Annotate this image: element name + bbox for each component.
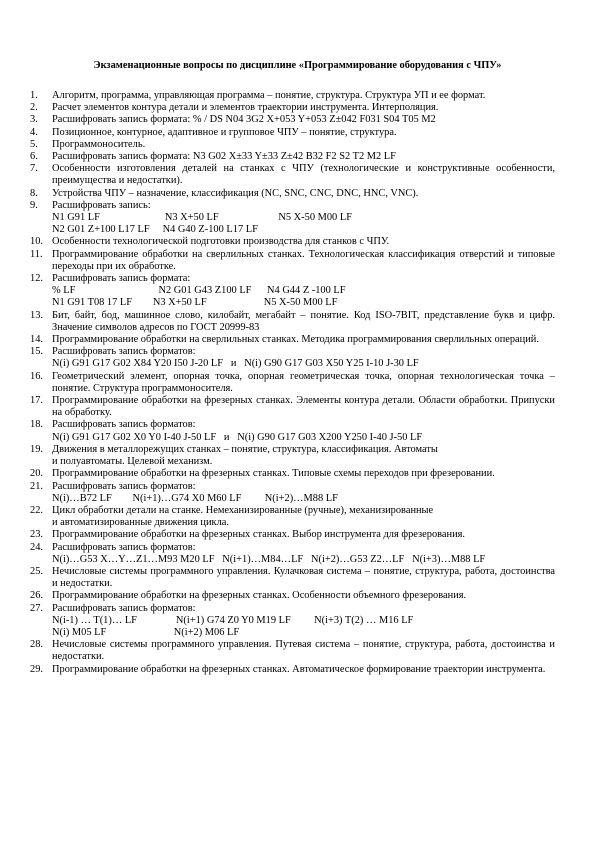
question-number: 27. bbox=[30, 602, 43, 614]
question-text bbox=[52, 114, 555, 126]
question-number: 14. bbox=[30, 334, 43, 346]
question-text bbox=[52, 334, 555, 346]
question-number: 24. bbox=[30, 541, 43, 553]
question-number: 25. bbox=[30, 565, 43, 577]
question-text bbox=[52, 566, 555, 590]
question-line: % LF N2 G01 G43 Z100 LF N4 G44 Z -100 LF bbox=[52, 285, 346, 297]
question-line: Расшифровать запись: bbox=[52, 199, 151, 211]
question-item bbox=[30, 151, 555, 163]
question-text bbox=[52, 90, 555, 102]
question-item bbox=[30, 371, 555, 395]
question-text bbox=[52, 273, 555, 310]
question-item bbox=[30, 542, 555, 566]
question-line: N(i) G91 G17 G02 X84 Y20 I50 J-20 LF и N(i) G90 G17 G03 X50 Y25 I-10 J-30 LF bbox=[52, 358, 419, 370]
question-text bbox=[52, 529, 555, 541]
question-item bbox=[30, 200, 555, 237]
question-text bbox=[52, 419, 555, 443]
question-line: N(i-1) … T(1)… LF N(i+1) G74 Z0 Y0 M19 LF N(i+3) T(2) … M16 LF bbox=[52, 614, 414, 626]
question-item bbox=[30, 566, 555, 590]
question-text bbox=[52, 236, 555, 248]
question-item bbox=[30, 419, 555, 443]
question-line: Цикл обработки детали на станке. Немеханизированные (ручные), механизированные bbox=[52, 504, 434, 516]
question-line: и автоматизированные движения цикла. bbox=[52, 517, 229, 529]
question-item bbox=[30, 163, 555, 187]
question-item bbox=[30, 188, 555, 200]
question-item bbox=[30, 639, 555, 663]
question-item bbox=[30, 346, 555, 370]
question-text bbox=[52, 200, 555, 237]
question-text bbox=[52, 249, 555, 273]
question-text bbox=[52, 639, 555, 663]
question-number: 13. bbox=[30, 309, 43, 321]
question-text bbox=[52, 371, 555, 395]
question-item bbox=[30, 505, 555, 529]
question-item bbox=[30, 114, 555, 126]
question-line: N(i) M05 LF N(i+2) M06 LF bbox=[52, 626, 240, 638]
question-line: N(i)…B72 LF N(i+1)…G74 X0 M60 LF N(i+2)…M88 LF bbox=[52, 492, 338, 504]
question-line: Расшифровать запись форматов: bbox=[52, 541, 196, 553]
question-item bbox=[30, 127, 555, 139]
question-text bbox=[52, 188, 555, 200]
question-number: 26. bbox=[30, 590, 43, 602]
question-line: Особенности изготовления деталей на станках с ЧПУ (технологические и конструктивные особенности, преимущества и недостатки). bbox=[52, 163, 555, 187]
question-line: Программирование обработки на фрезерных станках. Выбор инструмента для фрезерования. bbox=[52, 529, 466, 541]
question-line: Устройства ЧПУ – назначение, классификация (NC, SNC, CNC, DNC, HNC, VNC). bbox=[52, 187, 419, 199]
question-text bbox=[52, 603, 555, 640]
question-line: Программирование обработки на фрезерных станках. Автоматическое формирование траектории инструмента. bbox=[52, 663, 546, 675]
question-number: 8. bbox=[30, 187, 38, 199]
question-text bbox=[52, 395, 555, 419]
question-number: 21. bbox=[30, 480, 43, 492]
question-line: Нечисловые системы программного управления. Путевая система – понятие, структура, работа, достоинства и недостатки. bbox=[52, 639, 555, 663]
question-number: 1. bbox=[30, 90, 38, 101]
question-line: Программирование обработки на сверлильных станках. Технологическая классификация отверстий и типовые переходы при их обработке. bbox=[52, 248, 555, 272]
question-item bbox=[30, 334, 555, 346]
question-line: Движения в металлорежущих станках – понятие, структура, классификация. Автоматы bbox=[52, 443, 438, 455]
question-number: 11. bbox=[30, 248, 43, 260]
question-line: Особенности технологической подготовки производства для станков с ЧПУ. bbox=[52, 236, 390, 248]
question-line: и полуавтоматы. Целевой механизм. bbox=[52, 456, 213, 468]
question-line: Расшифровать запись формата: N3 G02 X±33 Y±33 Z±42 B32 F2 S2 T2 M2 LF bbox=[52, 151, 396, 163]
question-line: N(i)…G53 X…Y…Z1…M93 M20 LF N(i+1)…M84…LF N(i+2)…G53 Z2…LF N(i+3)…M88 LF bbox=[52, 553, 486, 565]
question-number: 18. bbox=[30, 419, 43, 431]
question-item bbox=[30, 529, 555, 541]
question-line: Расшифровать запись форматов: bbox=[52, 602, 196, 614]
question-line: Геометрический элемент, опорная точка, опорная геометрическая точка, опорная технологическая точка – понятие. Структура программоносителя. bbox=[52, 370, 555, 394]
question-line: Расшифровать запись формата: bbox=[52, 273, 191, 285]
question-number: 23. bbox=[30, 529, 43, 541]
question-item bbox=[30, 395, 555, 419]
question-item bbox=[30, 90, 555, 102]
question-text bbox=[52, 590, 555, 602]
question-line: Нечисловые системы программного управления. Кулачковая система – понятие, структура, работа, достоинства и недостатки. bbox=[52, 565, 555, 590]
question-text bbox=[52, 664, 555, 676]
question-number: 20. bbox=[30, 468, 43, 480]
question-line: N1 G91 T08 17 LF N3 X+50 LF N5 X-50 M00 LF bbox=[52, 297, 338, 309]
question-text bbox=[52, 346, 555, 370]
question-item bbox=[30, 102, 555, 114]
question-number: 12. bbox=[30, 273, 43, 285]
question-list bbox=[30, 90, 555, 676]
question-item bbox=[30, 468, 555, 480]
document-title: Экзаменационные вопросы по дисциплине «Программирование оборудования с ЧПУ» bbox=[93, 60, 502, 71]
question-item bbox=[30, 444, 555, 468]
question-item bbox=[30, 590, 555, 602]
question-line: Программоноситель. bbox=[52, 138, 146, 150]
question-line: Расшифровать запись форматов: bbox=[52, 346, 196, 358]
question-line: Позиционное, контурное, адаптивное и групповое ЧПУ – понятие, структура. bbox=[52, 126, 397, 138]
question-line: Программирование обработки на сверлильных станках. Методика программирования сверлильных операций. bbox=[52, 334, 539, 346]
question-number: 5. bbox=[30, 138, 38, 150]
question-line: Расшифровать запись формата: % / DS N04 3G2 X+053 Y+053 Z±042 F031 S04 T05 M2 bbox=[52, 114, 436, 126]
question-line: Программирование обработки на фрезерных станках. Типовые схемы переходов при фрезеровании. bbox=[52, 468, 495, 480]
question-line: Расчет элементов контура детали и элементов траектории инструмента. Интерполяция. bbox=[52, 102, 439, 114]
question-text bbox=[52, 163, 555, 187]
question-text bbox=[52, 151, 555, 163]
question-number: 15. bbox=[30, 346, 43, 358]
question-number: 9. bbox=[30, 199, 38, 211]
question-number: 22. bbox=[30, 504, 43, 516]
question-number: 6. bbox=[30, 151, 38, 163]
question-text bbox=[52, 310, 555, 334]
question-text bbox=[52, 481, 555, 505]
question-number: 16. bbox=[30, 370, 43, 382]
question-item bbox=[30, 249, 555, 273]
question-text bbox=[52, 102, 555, 114]
question-number: 10. bbox=[30, 236, 43, 248]
question-text bbox=[52, 505, 555, 529]
question-number: 29. bbox=[30, 663, 43, 675]
question-item bbox=[30, 236, 555, 248]
question-number: 17. bbox=[30, 395, 43, 407]
question-text bbox=[52, 542, 555, 566]
question-text bbox=[52, 139, 555, 151]
question-line: Алгоритм, программа, управляющая программа – понятие, структура. Структура УП и ее формат. bbox=[52, 90, 486, 101]
question-line: Расшифровать запись форматов: bbox=[52, 480, 196, 492]
question-line: N2 G01 Z+100 L17 LF N4 G40 Z-100 L17 LF bbox=[52, 224, 258, 236]
question-number: 3. bbox=[30, 114, 38, 126]
question-item bbox=[30, 603, 555, 640]
question-number: 4. bbox=[30, 126, 38, 138]
question-number: 28. bbox=[30, 639, 43, 651]
question-text bbox=[52, 468, 555, 480]
question-text bbox=[52, 444, 555, 468]
question-line: Программирование обработки на фрезерных станках. Элементы контура детали. Области обработки. Припуски на обработку. bbox=[52, 395, 555, 419]
question-item bbox=[30, 481, 555, 505]
question-number: 7. bbox=[30, 163, 38, 175]
question-item bbox=[30, 310, 555, 334]
question-text bbox=[52, 127, 555, 139]
question-line: Расшифровать запись форматов: bbox=[52, 419, 196, 431]
question-line: Бит, байт, бод, машинное слово, килобайт, мегабайт – понятие. Код ISO-7BIT, представление букв и цифр. Значение символов адресов по ГОСТ 20999-83 bbox=[52, 309, 555, 333]
question-number: 19. bbox=[30, 443, 43, 455]
question-item bbox=[30, 139, 555, 151]
question-item bbox=[30, 273, 555, 310]
question-number: 2. bbox=[30, 102, 38, 114]
question-item bbox=[30, 664, 555, 676]
question-line: N(i) G91 G17 G02 X0 Y0 I-40 J-50 LF и N(i) G90 G17 G03 X200 Y250 I-40 J-50 LF bbox=[52, 431, 423, 443]
question-line: Программирование обработки на фрезерных станках. Особенности объемного фрезерования. bbox=[52, 590, 467, 602]
question-line: N1 G91 LF N3 X+50 LF N5 X-50 M00 LF bbox=[52, 212, 352, 224]
